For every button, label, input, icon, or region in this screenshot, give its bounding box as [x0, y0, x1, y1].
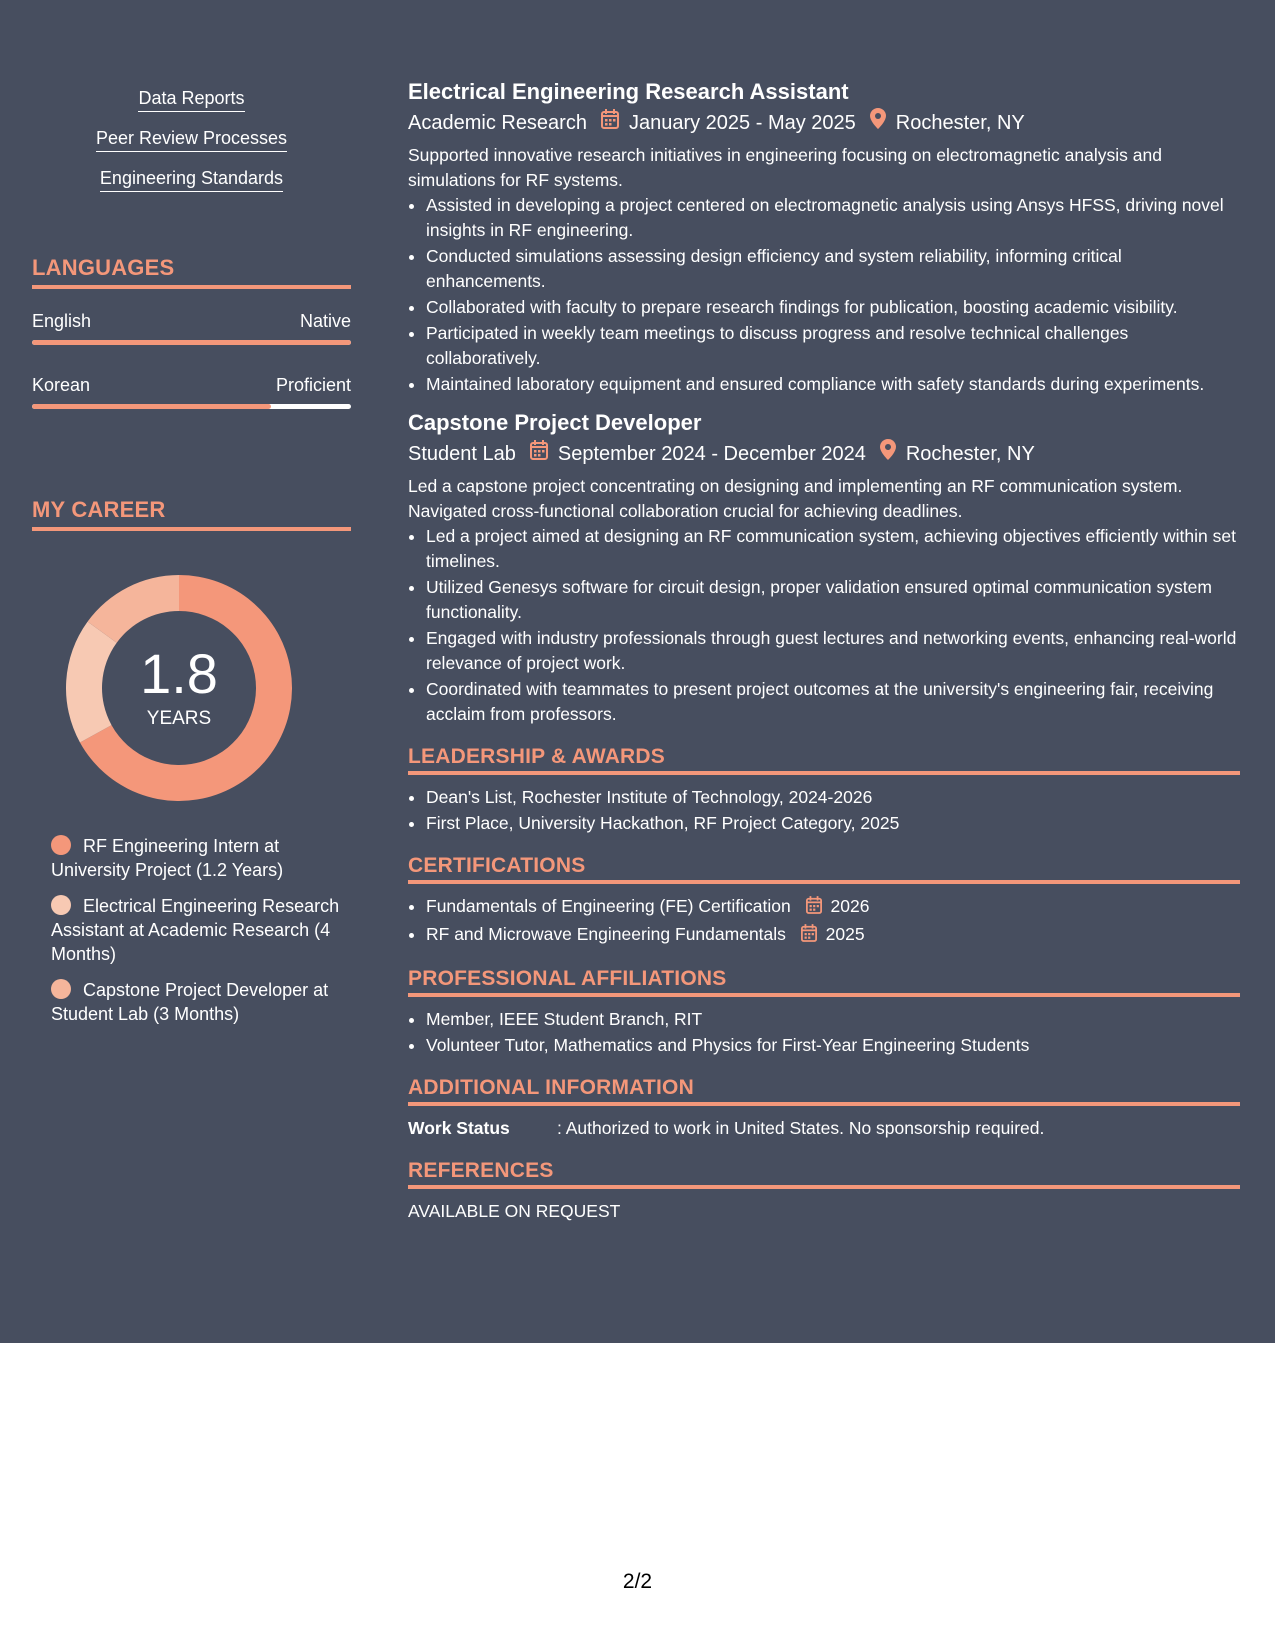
languages-title: LANGUAGES [32, 255, 351, 289]
job-org: Academic Research [408, 111, 587, 134]
calendar-icon [806, 896, 822, 921]
job-bullet: • Conducted simulations assessing design efficiency and system reliability, informing critical enhancements. [426, 244, 1240, 294]
job-summary: Led a capstone project concentrating on designing and implementing an RF communication system. Navigated cross-functional collaboration crucial for achieving deadlines. [408, 476, 1183, 521]
additional-section [408, 1076, 1240, 1141]
job-entry [408, 409, 1240, 727]
job-bullet: • Maintained laboratory equipment and ensured compliance with safety standards during experiments. [426, 372, 1240, 397]
affiliations-list [408, 1007, 1240, 1058]
certifications-title: CERTIFICATIONS [408, 854, 1240, 884]
legend-dot [51, 979, 71, 999]
certification-year: 2026 [830, 896, 870, 916]
additional-title: ADDITIONAL INFORMATION [408, 1076, 1240, 1106]
references-section [408, 1159, 1240, 1224]
leadership-title: LEADERSHIP & AWARDS [408, 745, 1240, 775]
affiliations-section [408, 967, 1240, 1058]
language-row [32, 311, 351, 332]
job-org: Student Lab [408, 442, 516, 465]
job-summary: Supported innovative research initiatives in engineering focusing on electromagnetic analysis and simulations for RF systems. [408, 145, 1162, 190]
skills-list [32, 88, 351, 192]
language-level: Native [299, 311, 351, 331]
language-level: Proficient [275, 375, 351, 395]
certification-name: Fundamentals of Engineering (FE) Certification [426, 896, 791, 916]
career-total: 1.8 [140, 642, 218, 705]
affiliations-title: PROFESSIONAL AFFILIATIONS [408, 967, 1240, 997]
calendar-icon [601, 109, 619, 137]
affiliation-item: • Member, IEEE Student Branch, RIT [426, 1007, 1240, 1032]
career-title: MY CAREER [32, 497, 351, 531]
legend-dot [51, 835, 71, 855]
legend-label: RF Engineering Intern at University Project (1.2 Years) [51, 836, 284, 880]
legend-item [51, 978, 341, 1026]
leadership-section [408, 745, 1240, 836]
job-dates: September 2024 - December 2024 [557, 442, 866, 465]
references-title: REFERENCES [408, 1159, 1240, 1189]
career-legend [51, 834, 341, 1038]
legend-item [51, 834, 341, 882]
page-number: 2/2 [622, 1570, 653, 1593]
language-name: English [32, 311, 92, 331]
location-pin-icon [880, 439, 896, 468]
legend-label: Capstone Project Developer at Student Lab (3 Months) [51, 980, 329, 1024]
job-bullet: • Assisted in developing a project centered on electromagnetic analysis using Ansys HFSS, driving novel insights in RF engineering. [426, 193, 1240, 243]
languages-section [32, 255, 351, 409]
language-bar [32, 340, 351, 345]
job-meta [408, 108, 1240, 137]
language-name: Korean [32, 375, 91, 395]
skill-item: Engineering Standards [100, 168, 283, 192]
job-bullets [408, 193, 1240, 397]
job-bullet: • Engaged with industry professionals through guest lectures and networking events, enhancing real-world relevance of project work. [426, 626, 1240, 676]
legend-dot [51, 895, 71, 915]
certification-name: RF and Microwave Engineering Fundamentals [426, 924, 786, 944]
donut-center [66, 575, 292, 801]
job-location: Rochester, NY [895, 111, 1025, 134]
leadership-item: • First Place, University Hackathon, RF Project Category, 2025 [426, 811, 1240, 836]
job-bullet: • Led a project aimed at designing an RF communication system, achieving objectives efficiently within set timelines. [426, 524, 1240, 574]
job-dates: January 2025 - May 2025 [628, 111, 856, 134]
main-content [408, 78, 1240, 1224]
work-status-row [408, 1116, 1240, 1141]
job-title: Capstone Project Developer [408, 410, 702, 435]
certification-item [426, 922, 1240, 949]
job-entry [408, 78, 1240, 397]
job-location: Rochester, NY [905, 442, 1035, 465]
language-bar-fill [32, 404, 271, 409]
language-bar-fill [32, 340, 351, 345]
career-section [32, 497, 351, 531]
legend-item [51, 894, 341, 966]
references-text: AVAILABLE ON REQUEST [408, 1201, 621, 1221]
certifications-section [408, 854, 1240, 949]
job-bullet: • Utilized Genesys software for circuit design, proper validation ensured optimal communication system functionality. [426, 575, 1240, 625]
leadership-list [408, 785, 1240, 836]
calendar-icon [530, 440, 548, 468]
job-bullets [408, 524, 1240, 727]
career-donut-chart [66, 575, 292, 801]
skill-item: Peer Review Processes [96, 128, 287, 152]
career-unit: YEARS [146, 708, 212, 729]
calendar-icon [801, 924, 817, 949]
affiliation-item: • Volunteer Tutor, Mathematics and Physics for First-Year Engineering Students [426, 1033, 1240, 1058]
job-title: Electrical Engineering Research Assistant [408, 79, 849, 104]
legend-label: Electrical Engineering Research Assistant at Academic Research (4 Months) [51, 896, 340, 964]
certification-year: 2025 [825, 924, 865, 944]
leadership-item: • Dean's List, Rochester Institute of Technology, 2024-2026 [426, 785, 1240, 810]
work-status-label: Work Status [408, 1118, 510, 1138]
certification-item [426, 894, 1240, 921]
certifications-list [408, 894, 1240, 949]
location-pin-icon [870, 108, 886, 137]
skill-item: Data Reports [138, 88, 244, 112]
job-meta [408, 439, 1240, 468]
job-bullet: • Collaborated with faculty to prepare research findings for publication, boosting academic visibility. [426, 295, 1240, 320]
sidebar [0, 0, 382, 1343]
job-bullet: • Coordinated with teammates to present project outcomes at the university's engineering fair, receiving acclaim from professors. [426, 677, 1240, 727]
job-bullet: • Participated in weekly team meetings to discuss progress and resolve technical challenges collaboratively. [426, 321, 1240, 371]
language-row [32, 375, 351, 396]
work-status-value: : Authorized to work in United States. No sponsorship required. [557, 1118, 1045, 1138]
language-bar [32, 404, 351, 409]
